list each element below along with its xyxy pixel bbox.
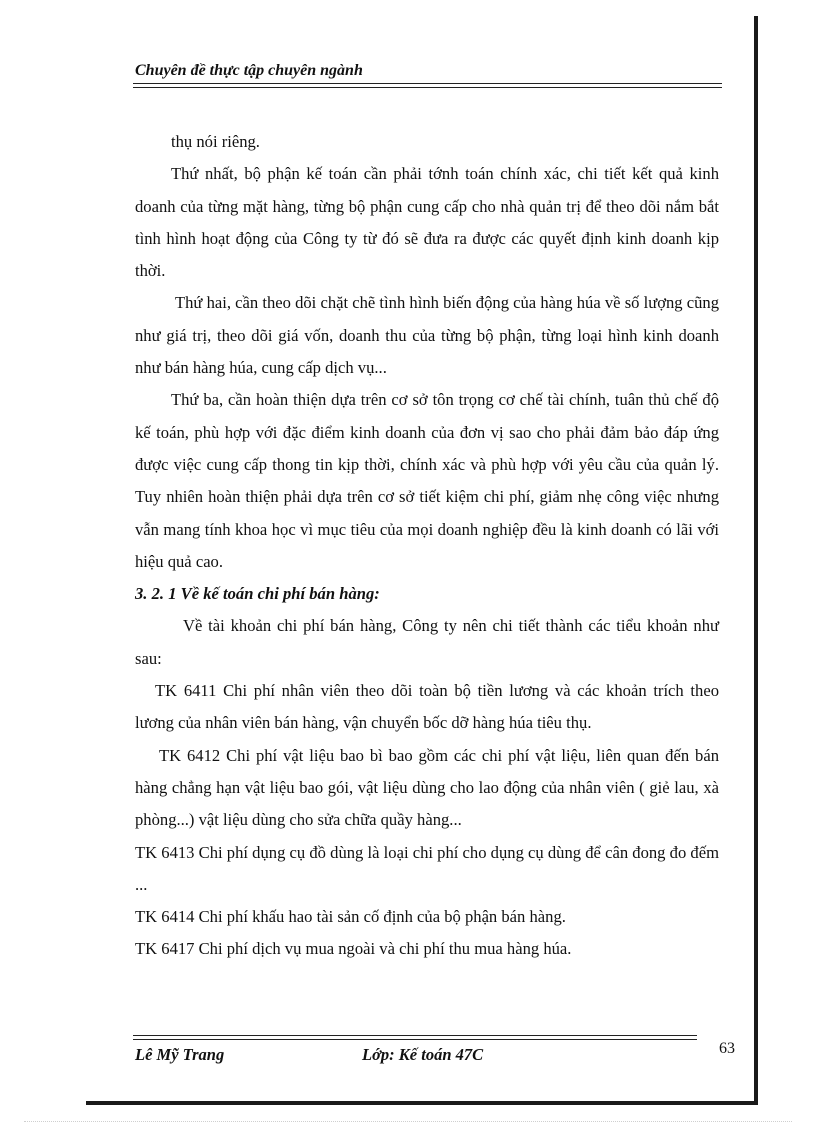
page-edge-dots (24, 1121, 792, 1122)
paragraph: TK 6417 Chi phí dịch vụ mua ngoài và chi phí thu mua hàng húa. (135, 939, 572, 959)
paragraph: thụ nói riêng. (171, 132, 260, 151)
header-title: Chuyên đề thực tập chuyên ngành (135, 62, 363, 79)
paragraph: TK 6414 Chi phí khấu hao tài sản cố định của bộ phận bán hàng. (135, 907, 566, 927)
header-rule (133, 87, 722, 88)
footer-author: Lê Mỹ Trang (135, 1045, 225, 1064)
page-number: 63 (719, 1040, 735, 1057)
header-rule (133, 83, 722, 84)
document-body (135, 126, 719, 966)
paragraph: Thứ hai, cần theo dõi chặt chẽ tình hình biến động của hàng húa về số lượng cũng như giá trị, theo dõi giá vốn, doanh thu của từng bộ phận, từng loại hình kinh doanh như bán hàng húa, cung cấp dịch vụ... (135, 293, 719, 378)
paragraph: TK 6413 Chi phí dụng cụ đồ dùng là loại chi phí cho dụng cụ dùng để cân đong đo đếm ... (135, 842, 719, 894)
paragraph: Về tài khoản chi phí bán hàng, Công ty nên chi tiết thành các tiểu khoản như sau: (135, 616, 719, 668)
footer-class: Lớp: Kế toán 47C (362, 1045, 484, 1064)
footer-rule (133, 1035, 697, 1036)
paragraph: TK 6411 Chi phí nhân viên theo dõi toàn bộ tiền lương và các khoản trích theo lương của nhân viên bán hàng, vận chuyển bốc dỡ hàng húa tiêu thụ. (135, 681, 719, 733)
paragraph: TK 6412 Chi phí vật liệu bao bì bao gồm các chi phí vật liệu, liên quan đến bán hàng chẳng hạn vật liệu bao gói, vật liệu dùng cho lao động của nhân viên ( giẻ lau, xà phòng...) vật liệu dùng cho sửa chữa quầy hàng... (135, 745, 719, 830)
footer-rule (133, 1039, 697, 1040)
paragraph: Thứ nhất, bộ phận kế toán cần phải tớnh toán chính xác, chi tiết kết quả kinh doanh của từng mặt hàng, từng bộ phận cung cấp cho nhà quản trị để theo dõi nắm bắt tình hình hoạt động của Công ty từ đó sẽ đưa ra được các quyết định kinh doanh kịp thời. (135, 164, 719, 281)
paragraph: Thứ ba, cần hoàn thiện dựa trên cơ sở tôn trọng cơ chế tài chính, tuân thủ chế độ kế toán, phù hợp với đặc điểm kinh doanh của đơn vị sao cho phải đảm bảo đáp ứng được việc cung cấp thong tin kịp thời, chính xác và phù hợp với yêu cầu của quản lý. Tuy nhiên hoàn thiện phải dựa trên cơ sở tiết kiệm chi phí, giảm nhẹ công việc nhưng vẫn mang tính khoa học vì mục tiêu của mọi doanh nghiệp đều là kinh doanh có lãi với hiệu quả cao. (135, 390, 719, 571)
section-heading: 3. 2. 1 Về kế toán chi phí bán hàng: (135, 584, 380, 604)
